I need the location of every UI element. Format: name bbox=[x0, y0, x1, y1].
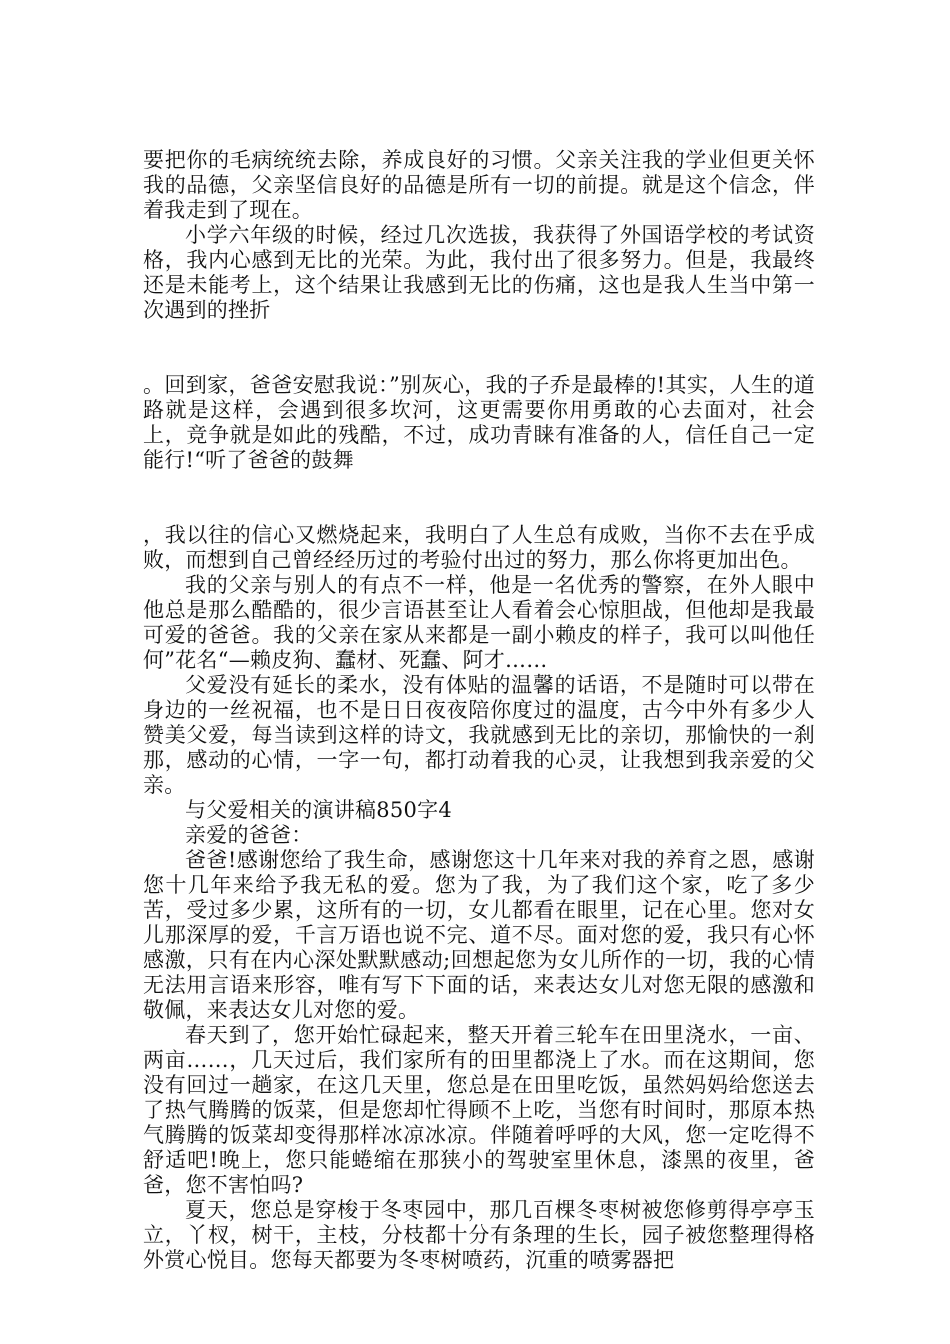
paragraph-gap bbox=[143, 473, 815, 523]
salutation: 亲爱的爸爸： bbox=[185, 823, 313, 847]
paragraph-fatherly-love: 父爱没有延长的柔水，没有体贴的温馨的话语，不是随时可以带在身边的一丝祝福，也不是日日夜夜陪你度过的温度，古今中外有多少人赞美父爱，每当读到这样的诗文，我就感到无比的亲切，那愉快的一刹那，感动的心情，一字一句，都打动着我的心灵，让我想到我亲爱的父亲。 bbox=[143, 673, 815, 797]
speech-title: 与父爱相关的演讲稿850字4 bbox=[185, 798, 452, 822]
paragraph-summer: 夏天，您总是穿梭于冬枣园中，那几百棵冬枣树被您修剪得亭亭玉立，丫杈，树干，主枝，分枝都十分有条理的生长，园子被您整理得格外赏心悦目。您每天都要为冬枣树喷药，沉重的喷雾器把 bbox=[143, 1198, 815, 1272]
paragraph-father-comfort: 。回到家，爸爸安慰我说：”别灰心，我的子乔是最棒的!其实，人生的道路就是这样，会遇到很多坎河，这更需要你用勇敢的心去面对，社会上，竞争就是如此的残酷，不过，成功青睐有准备的人，信任自己一定能行!“听了爸爸的鼓舞 bbox=[143, 373, 815, 472]
paragraph-spring: 春天到了，您开始忙碌起来，整天开着三轮车在田里浇水，一亩、两亩……，几天过后，我们家所有的田里都浇上了水。而在这期间，您没有回过一趟家，在这几天里，您总是在田里吃饭，虽然妈妈给您送去了热气腾腾的饭菜，但是您却忙得顾不上吃，当您有时间时，那原本热气腾腾的饭菜却变得那样冰凉冰凉。伴随着呼呼的大风，您一定吃得不舒适吧!晚上，您只能蜷缩在那狭小的驾驶室里休息，漆黑的夜里，爸爸，您不害怕吗? bbox=[143, 1023, 815, 1197]
paragraph-moral-character: 要把你的毛病统统去除，养成良好的习惯。父亲关注我的学业但更关怀我的品德，父亲坚信良好的品德是所有一切的前提。就是这个信念，伴着我走到了现在。 bbox=[143, 148, 815, 222]
paragraph-confidence: ，我以往的信心又燃烧起来，我明白了人生总有成败，当你不去在乎成败，而想到自己曾经经历过的考验付出过的努力，那么你将更加出色。 bbox=[143, 523, 815, 572]
paragraph-gap bbox=[143, 323, 815, 373]
paragraph-gratitude: 爸爸!感谢您给了我生命，感谢您这十几年来对我的养育之恩，感谢您十几年来给予我无私的爱。您为了我，为了我们这个家，吃了多少苦，受过多少累，这所有的一切，女儿都看在眼里，记在心里。您对女儿那深厚的爱，千言万语也说不完、道不尽。面对您的爱，我只有心怀感激，只有在内心深处默默感动;回想起您为女儿所作的一切，我的心情无法用言语来形容，唯有写下下面的话，来表达女儿对您无限的感激和敬佩，来表达女儿对您的爱。 bbox=[143, 848, 815, 1022]
paragraph-police-father: 我的父亲与别人的有点不一样，他是一名优秀的警察，在外人眼中他总是那么酷酷的，很少言语甚至让人看着会心惊胆战，但他却是我最可爱的爸爸。我的父亲在家从来都是一副小赖皮的样子，我可以叫他任何”花名“—赖皮狗、蠢材、死蠢、阿才…… bbox=[143, 573, 815, 672]
document-body bbox=[143, 148, 815, 1273]
paragraph-exam-setback: 小学六年级的时候，经过几次选拔，我获得了外国语学校的考试资格，我内心感到无比的光荣。为此，我付出了很多努力。但是，我最终还是未能考上，这个结果让我感到无比的伤痛，这也是我人生当中第一次遇到的挫折 bbox=[143, 223, 815, 322]
